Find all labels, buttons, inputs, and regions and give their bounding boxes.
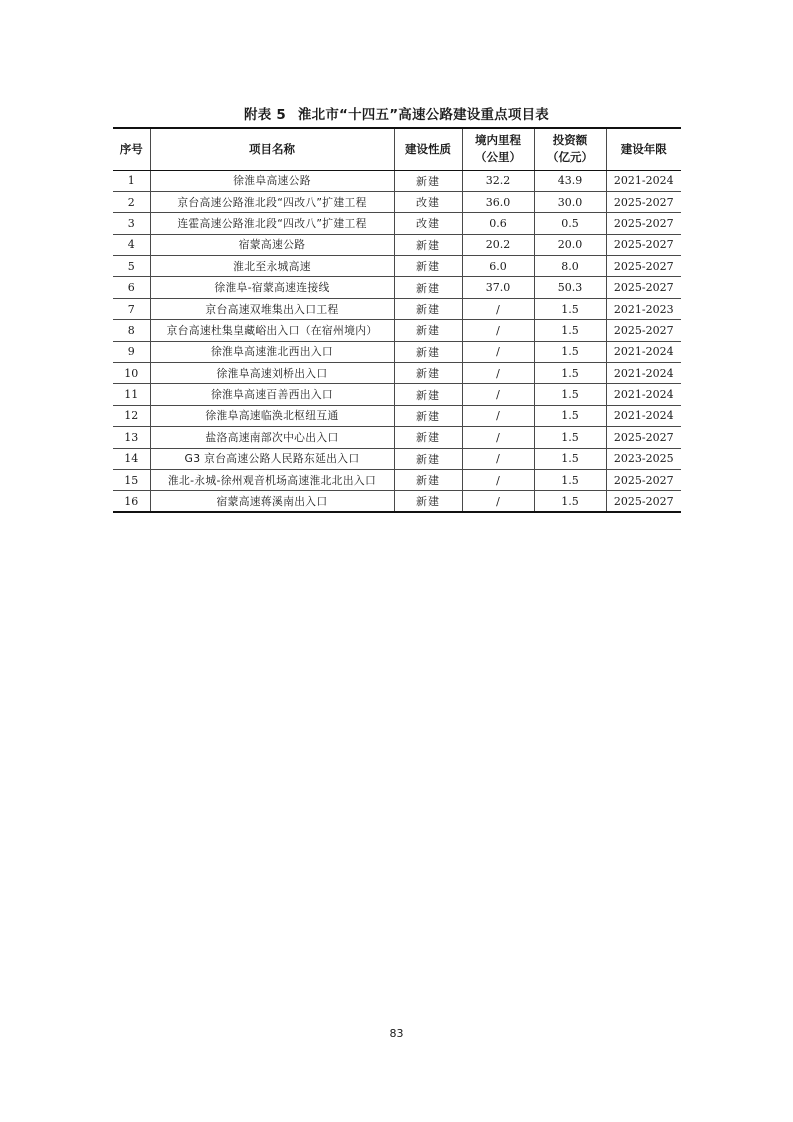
cell-name: 宿蒙高速公路: [150, 234, 394, 255]
header-nature: 建设性质: [394, 128, 462, 170]
cell-period: 2021-2024: [606, 363, 681, 384]
cell-investment: 50.3: [534, 277, 606, 298]
cell-name: 盐洛高速南部次中心出入口: [150, 427, 394, 448]
cell-index: 1: [113, 170, 150, 191]
cell-period: 2025-2027: [606, 256, 681, 277]
cell-name: 淮北-永城-徐州观音机场高速淮北北出入口: [150, 469, 394, 490]
cell-index: 3: [113, 213, 150, 234]
table-row: [113, 191, 681, 212]
cell-nature: 新建: [394, 234, 462, 255]
table-row: [113, 469, 681, 490]
cell-index: 12: [113, 405, 150, 426]
header-mileage-line1: 境内里程: [475, 133, 521, 148]
cell-mileage: 37.0: [462, 277, 534, 298]
cell-investment: 1.5: [534, 341, 606, 362]
cell-period: 2025-2027: [606, 320, 681, 341]
table-body: [113, 170, 681, 512]
cell-investment: 1.5: [534, 427, 606, 448]
cell-period: 2025-2027: [606, 427, 681, 448]
table-header-row: [113, 128, 681, 170]
cell-mileage: 6.0: [462, 256, 534, 277]
header-name: 项目名称: [150, 128, 394, 170]
cell-investment: 43.9: [534, 170, 606, 191]
cell-mileage: 32.2: [462, 170, 534, 191]
table-row: [113, 341, 681, 362]
cell-name: 徐淮阜高速公路: [150, 170, 394, 191]
cell-index: 10: [113, 363, 150, 384]
table-row: [113, 405, 681, 426]
cell-nature: 新建: [394, 170, 462, 191]
header-mileage-line2: （公里）: [475, 150, 521, 165]
cell-nature: 改建: [394, 213, 462, 234]
cell-name: 京台高速杜集皇藏峪出入口（在宿州境内）: [150, 320, 394, 341]
cell-period: 2025-2027: [606, 213, 681, 234]
cell-nature: 新建: [394, 256, 462, 277]
cell-name: 京台高速公路淮北段“四改八”扩建工程: [150, 191, 394, 212]
cell-mileage: /: [462, 298, 534, 319]
cell-name: 宿蒙高速蒋溪南出入口: [150, 491, 394, 512]
header-investment: [534, 128, 606, 170]
table-row: [113, 213, 681, 234]
cell-nature: 新建: [394, 363, 462, 384]
cell-mileage: 0.6: [462, 213, 534, 234]
cell-nature: 新建: [394, 491, 462, 512]
cell-index: 16: [113, 491, 150, 512]
cell-mileage: /: [462, 405, 534, 426]
table-title-text: 淮北市“十四五”高速公路建设重点项目表: [297, 107, 549, 123]
header-investment-line1: 投资额: [552, 133, 588, 148]
table-row: [113, 448, 681, 469]
cell-investment: 20.0: [534, 234, 606, 255]
cell-period: 2021-2024: [606, 341, 681, 362]
header-index: 序号: [113, 128, 150, 170]
cell-investment: 1.5: [534, 405, 606, 426]
header-mileage: [462, 128, 534, 170]
cell-mileage: 36.0: [462, 191, 534, 212]
cell-investment: 1.5: [534, 298, 606, 319]
cell-investment: 30.0: [534, 191, 606, 212]
cell-nature: 新建: [394, 277, 462, 298]
cell-period: 2025-2027: [606, 234, 681, 255]
cell-investment: 1.5: [534, 363, 606, 384]
cell-period: 2021-2023: [606, 298, 681, 319]
cell-investment: 1.5: [534, 491, 606, 512]
table-row: [113, 427, 681, 448]
cell-period: 2025-2027: [606, 191, 681, 212]
cell-investment: 1.5: [534, 384, 606, 405]
table-row: [113, 277, 681, 298]
cell-period: 2025-2027: [606, 469, 681, 490]
cell-name: 徐淮阜高速临涣北枢纽互通: [150, 405, 394, 426]
cell-nature: 新建: [394, 427, 462, 448]
table-title: [0, 103, 793, 123]
table-row: [113, 256, 681, 277]
cell-index: 2: [113, 191, 150, 212]
cell-nature: 新建: [394, 384, 462, 405]
cell-name: 徐淮阜高速淮北西出入口: [150, 341, 394, 362]
cell-index: 14: [113, 448, 150, 469]
cell-period: 2021-2024: [606, 170, 681, 191]
cell-mileage: /: [462, 469, 534, 490]
cell-nature: 改建: [394, 191, 462, 212]
cell-index: 6: [113, 277, 150, 298]
cell-nature: 新建: [394, 298, 462, 319]
cell-nature: 新建: [394, 320, 462, 341]
cell-index: 9: [113, 341, 150, 362]
cell-mileage: /: [462, 491, 534, 512]
cell-nature: 新建: [394, 341, 462, 362]
cell-mileage: /: [462, 320, 534, 341]
cell-nature: 新建: [394, 469, 462, 490]
projects-table: [113, 127, 681, 513]
cell-index: 15: [113, 469, 150, 490]
header-investment-line2: （亿元）: [547, 150, 593, 165]
cell-name: 徐淮阜-宿蒙高速连接线: [150, 277, 394, 298]
page-number: 83: [389, 1027, 404, 1040]
table-row: [113, 384, 681, 405]
cell-index: 11: [113, 384, 150, 405]
cell-period: 2021-2024: [606, 384, 681, 405]
cell-name: G3 京台高速公路人民路东延出入口: [150, 448, 394, 469]
cell-investment: 8.0: [534, 256, 606, 277]
cell-period: 2025-2027: [606, 277, 681, 298]
cell-index: 7: [113, 298, 150, 319]
cell-investment: 1.5: [534, 448, 606, 469]
header-period: 建设年限: [606, 128, 681, 170]
cell-period: 2025-2027: [606, 491, 681, 512]
cell-nature: 新建: [394, 405, 462, 426]
cell-name: 京台高速双堆集出入口工程: [150, 298, 394, 319]
cell-mileage: /: [462, 448, 534, 469]
cell-period: 2021-2024: [606, 405, 681, 426]
cell-nature: 新建: [394, 448, 462, 469]
table-row: [113, 170, 681, 191]
cell-investment: 1.5: [534, 469, 606, 490]
cell-name: 淮北至永城高速: [150, 256, 394, 277]
table-row: [113, 491, 681, 512]
cell-investment: 0.5: [534, 213, 606, 234]
table-title-label: 附表 5: [244, 107, 286, 123]
cell-name: 徐淮阜高速百善西出入口: [150, 384, 394, 405]
cell-investment: 1.5: [534, 320, 606, 341]
cell-mileage: /: [462, 384, 534, 405]
cell-name: 徐淮阜高速刘桥出入口: [150, 363, 394, 384]
cell-mileage: /: [462, 363, 534, 384]
cell-name: 连霍高速公路淮北段“四改八”扩建工程: [150, 213, 394, 234]
cell-mileage: /: [462, 341, 534, 362]
table-row: [113, 298, 681, 319]
cell-index: 13: [113, 427, 150, 448]
table-row: [113, 320, 681, 341]
cell-index: 4: [113, 234, 150, 255]
table-row: [113, 363, 681, 384]
table-row: [113, 234, 681, 255]
cell-period: 2023-2025: [606, 448, 681, 469]
cell-index: 5: [113, 256, 150, 277]
cell-mileage: /: [462, 427, 534, 448]
cell-index: 8: [113, 320, 150, 341]
cell-mileage: 20.2: [462, 234, 534, 255]
